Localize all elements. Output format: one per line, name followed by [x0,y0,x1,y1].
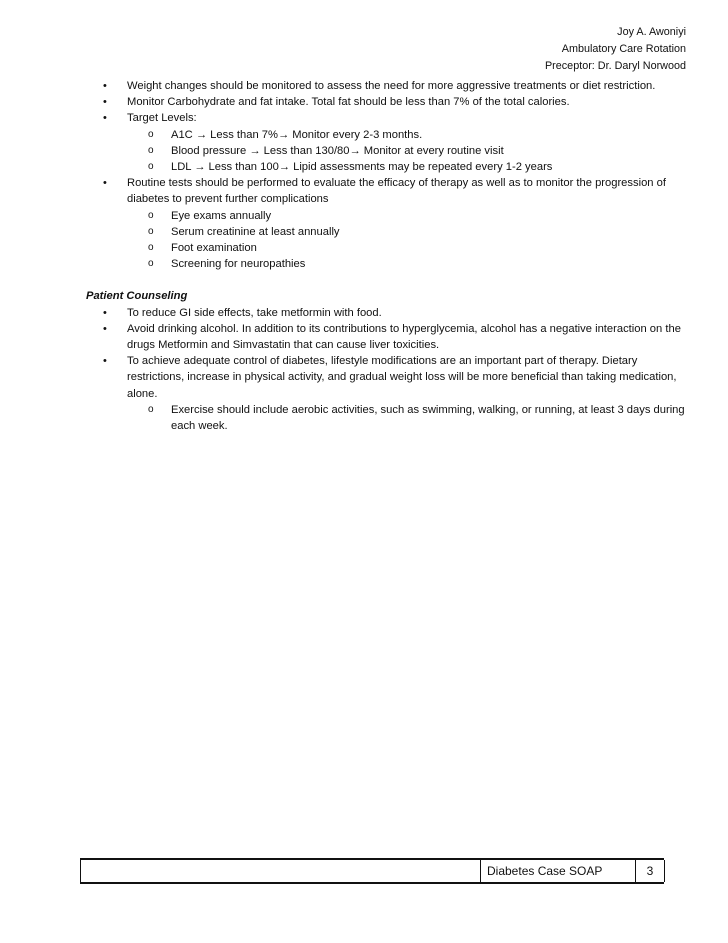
circle-bullet-icon: o [148,258,154,270]
bullet-icon: • [103,112,107,125]
header-preceptor: Preceptor: Dr. Daryl Norwood [544,60,686,72]
counseling-list [86,305,696,435]
sub-list-item: o A1C → Less than 7%→ Monitor every 2-3 months. [86,127,696,143]
list-item: • Monitor Carbohydrate and fat intake. Total fat should be less than 7% of the total calories. [86,94,696,110]
sub-list-item: o Blood pressure → Less than 130/80→ Monitor at every routine visit [86,143,696,159]
circle-bullet-icon: o [148,225,154,237]
bullet-icon: • [103,355,107,368]
document-body [86,78,696,434]
footer-left-border [80,860,81,882]
bullet-icon: • [103,306,107,319]
bullet-icon: • [103,80,107,92]
page-header [545,24,686,75]
bullet-icon: • [103,322,107,335]
list-item: • To achieve adequate control of diabetes, lifestyle modifications are an important part of therapy. Dietary restrictions, increase in physical activity, and gradual weight loss will be more beneficial than taking medication, alone. [103,355,677,400]
page-number: 3 [636,860,665,882]
circle-bullet-icon: o [148,144,154,156]
circle-bullet-icon: o [148,161,154,173]
footer-bottom-rule [80,882,664,884]
header-rotation: Ambulatory Care Rotation [561,43,686,55]
bullet-icon: • [103,96,107,109]
list-item: • To reduce GI side effects, take metformin with food. [86,305,696,321]
circle-bullet-icon: o [148,209,154,221]
sub-list-item: o Serum creatinine at least annually [86,224,696,240]
header-author: Joy A. Awoniyi [617,26,686,38]
list-item: • Routine tests should be performed to evaluate the efficacy of therapy as well as to monitor the progression of diabetes to prevent further complications [103,177,666,206]
monitoring-list [86,78,696,272]
sub-list-item: o LDL → Less than 100→ Lipid assessments may be repeated every 1-2 years [86,159,696,175]
list-item: • Weight changes should be monitored to assess the need for more aggressive treatments or diet restriction. [86,78,696,94]
list-item: • Avoid drinking alcohol. In addition to its contributions to hyperglycemia, alcohol has a negative interaction on the drugs Metformin and Simvastatin that can cause liver toxicities. [103,322,681,352]
section-title-patient-counseling: Patient Counseling [86,290,188,303]
footer-title: Diabetes Case SOAP [480,860,636,882]
circle-bullet-icon: o [148,242,154,254]
circle-bullet-icon: o [148,128,154,140]
sub-list-item: o Eye exams annually [86,208,696,224]
sub-list-item: o Exercise should include aerobic activities, such as swimming, walking, or running, at least 3 days during each week. [148,403,685,433]
list-item: • Target Levels: [86,110,696,126]
sub-list-item: o Screening for neuropathies [86,256,696,272]
sub-list-item: o Foot examination [86,240,696,256]
bullet-icon: • [103,177,107,190]
circle-bullet-icon: o [148,403,154,415]
